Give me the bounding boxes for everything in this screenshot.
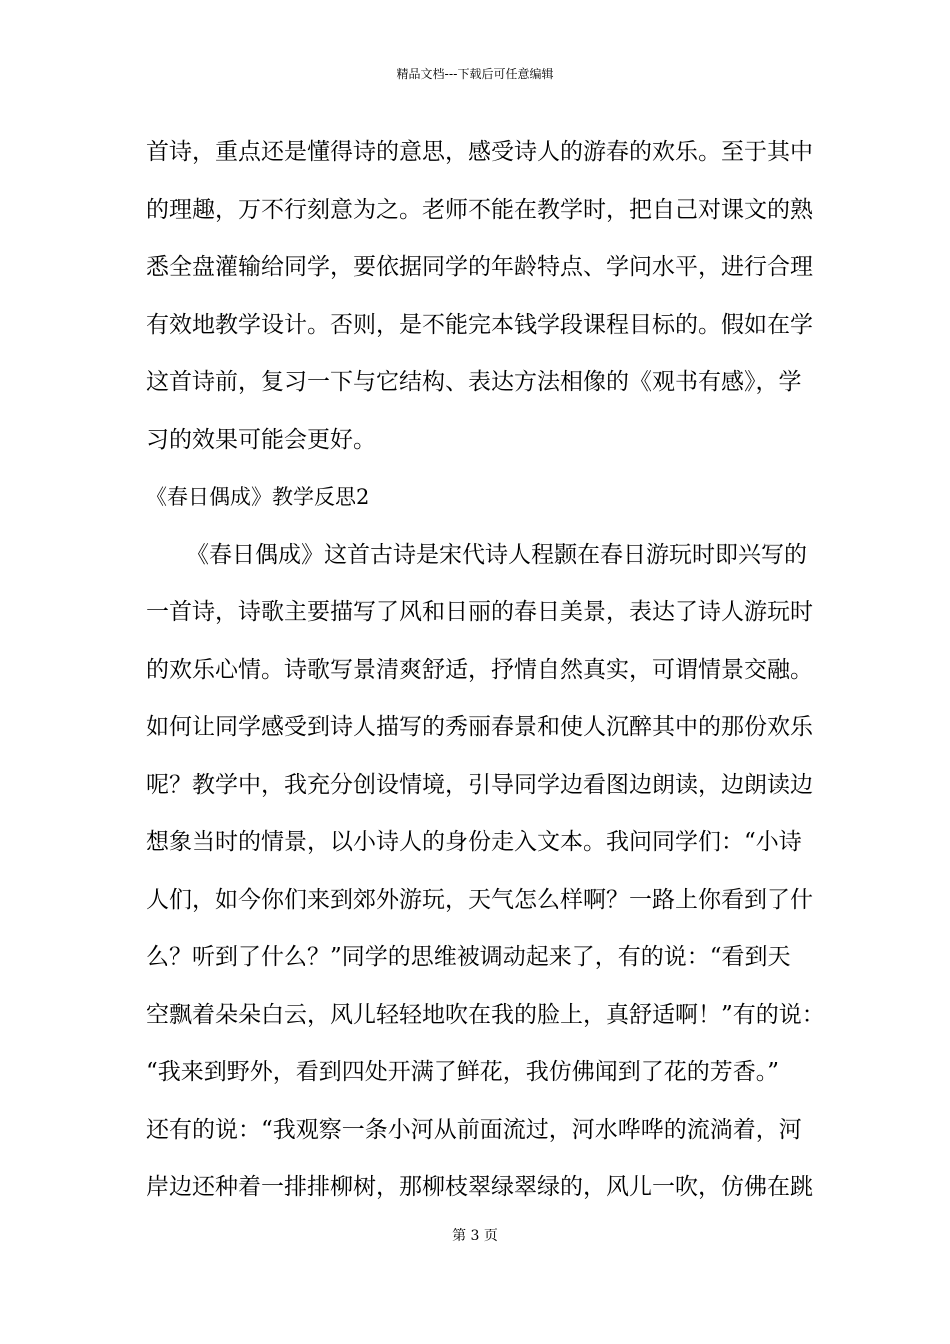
text-line: 悉全盘灌输给同学，要依据同学的年龄特点、学问水平，进行合理 (146, 254, 813, 280)
page-header: 精品文档---下载后可任意编辑 (396, 67, 554, 81)
text-line: 的欢乐心情。诗歌写景清爽舒适，抒情自然真实，可谓情景交融。 (146, 656, 813, 683)
text-line: 人们，如今你们来到郊外游玩，天气怎么样啊？一路上你看到了什 (146, 886, 813, 913)
text-line: 想象当时的情景，以小诗人的身份走入文本。我问同学们：“小诗 (146, 829, 802, 855)
text-line: 一首诗，诗歌主要描写了风和日丽的春日美景，表达了诗人游玩时 (146, 599, 813, 625)
text-line: 有效地教学设计。否则，是不能完本钱学段课程目标的。假如在学 (146, 311, 813, 338)
body-text (146, 124, 825, 1217)
text-line: 习的效果可能会更好。 (146, 426, 376, 453)
text-line: 这首诗前，复习一下与它结构、表达方法相像的《观书有感》，学 (146, 369, 802, 395)
text-line: 呢？教学中，我充分创设情境，引导同学边看图边朗读，边朗读边 (146, 771, 813, 798)
text-line: 还有的说：“我观察一条小河从前面流过，河水哗哗的流淌着，河 (146, 1116, 802, 1143)
text-line: 《春日偶成》这首古诗是宋代诗人程颢在春日游玩时即兴写的 (186, 541, 807, 568)
text-line: 岸边还种着一排排柳树，那柳枝翠绿翠绿的，风儿一吹，仿佛在跳 (146, 1174, 813, 1200)
text-line: 么？听到了什么？”同学的思维被调动起来了，有的说：“看到天 (146, 944, 791, 970)
text-line: 空飘着朵朵白云，风儿轻轻地吹在我的脸上，真舒适啊！”有的说： (146, 1001, 825, 1028)
text-line: 如何让同学感受到诗人描写的秀丽春景和使人沉醉其中的那份欢乐 (146, 714, 813, 740)
page-number: 第 3 页 (452, 1228, 498, 1244)
text-line: “我来到野外，看到四处开满了鲜花，我仿佛闻到了花的芳香。” (146, 1059, 780, 1085)
section-heading: 《春日偶成》教学反思2 (146, 485, 370, 509)
text-line: 首诗，重点还是懂得诗的意思，感受诗人的游春的欢乐。至于其中 (146, 139, 813, 165)
text-line: 的理趣，万不行刻意为之。老师不能在教学时，把自己对课文的熟 (146, 196, 813, 223)
